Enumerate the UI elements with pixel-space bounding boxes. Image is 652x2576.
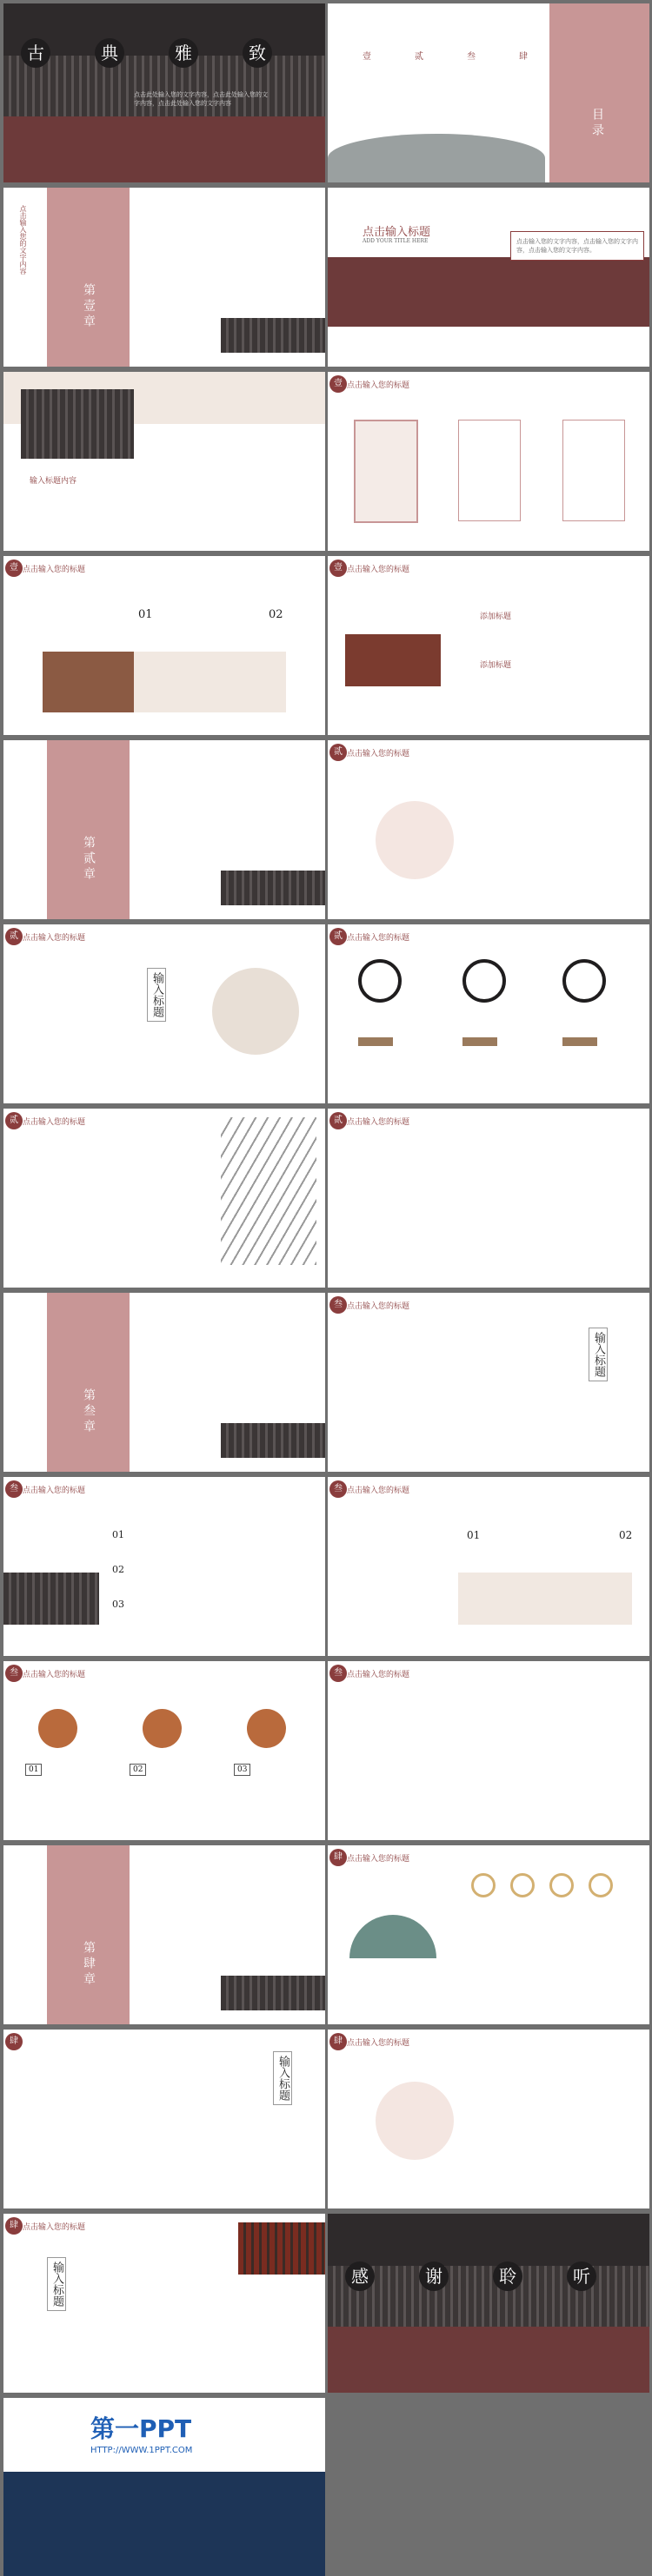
badge-three: 叁: [329, 1296, 347, 1314]
cover-char-1: 古: [21, 38, 50, 68]
photo-circle-1: [38, 1709, 77, 1748]
title-slide[interactable]: [328, 188, 649, 367]
content-slide-10[interactable]: [328, 1293, 649, 1472]
section-title: 点击输入您的标题: [347, 1855, 410, 1864]
num-02: 02: [269, 608, 283, 621]
badge-one: 壹: [329, 375, 347, 393]
content-slide-13[interactable]: [3, 1661, 325, 1840]
eaves: [221, 1423, 325, 1458]
gold-ring-1: [471, 1873, 496, 1897]
chapter1-desc: 点击输入您的文字内容: [19, 205, 27, 275]
section-title: 点击输入您的标题: [23, 566, 86, 574]
section-title: 点击输入您的标题: [347, 2039, 410, 2048]
thanks-char-1: 感: [345, 2261, 375, 2291]
content-slide-12[interactable]: [328, 1477, 649, 1656]
title-body: 点击输入您的文字内容，点击输入您的文字内容，点击输入您的文字内容。: [510, 231, 644, 261]
chapter4-slide[interactable]: [3, 1845, 325, 2024]
footer-logo: 第一PPT: [90, 2414, 192, 2443]
content-slide-4[interactable]: [328, 556, 649, 735]
red-eaves: [238, 2222, 325, 2275]
title-text: 点击输入标题: [363, 226, 431, 239]
add-title-1: 添加标题: [480, 613, 512, 621]
badge-one: 壹: [5, 560, 23, 577]
tag-3: [562, 1037, 597, 1046]
card-3: [562, 420, 625, 521]
palace-image: [345, 634, 441, 686]
content-slide-6[interactable]: [3, 924, 325, 1103]
palace-photo: [43, 652, 134, 712]
ink-ring-3: [562, 959, 606, 1003]
photo-circle-3: [247, 1709, 286, 1748]
chapter2-number: 第贰章: [82, 836, 96, 883]
footer-url[interactable]: HTTP://WWW.1PPT.COM: [90, 2446, 193, 2455]
badge-three: 叁: [5, 1665, 23, 1682]
section-title: 点击输入您的标题: [347, 934, 410, 943]
tag-2: [462, 1037, 497, 1046]
beige-box: [134, 652, 286, 712]
cover-char-4: 致: [243, 38, 272, 68]
lotus-flower: [212, 968, 299, 1055]
section-title: 点击输入您的标题: [347, 566, 410, 574]
input-vertical-title: 输入标题: [147, 968, 166, 1022]
chapter2-slide[interactable]: [3, 740, 325, 919]
content-slide-15[interactable]: [328, 1845, 649, 2024]
badge-four: 肆: [5, 2033, 23, 2050]
floral-circle: [376, 2082, 454, 2160]
content-slide-16[interactable]: [3, 2030, 325, 2208]
cover-subtitle: 点击此处输入您的文字内容，点击此处输入您的文字内容，点击此处输入您的文字内容: [134, 91, 268, 107]
badge-one: 壹: [329, 560, 347, 577]
roof-tiles: [328, 2266, 649, 2327]
content-slide-3[interactable]: [3, 556, 325, 735]
badge-three: 叁: [329, 1665, 347, 1682]
add-title-2: 添加标题: [480, 661, 512, 670]
badge-three: 叁: [5, 1480, 23, 1498]
toc-item-2: 贰: [415, 52, 423, 62]
content-slide-11[interactable]: [3, 1477, 325, 1656]
photo-circle-2: [143, 1709, 182, 1748]
chapter1-number: 第壹章: [82, 283, 96, 330]
footer-info-band: [3, 2472, 325, 2576]
bamboo-ink: [221, 1117, 316, 1265]
chapter-pink-panel: [47, 1845, 130, 2024]
thanks-slide[interactable]: [328, 2214, 649, 2393]
chapter3-number: 第叁章: [82, 1388, 96, 1435]
cover-char-3: 雅: [169, 38, 198, 68]
num-01: 01: [25, 1764, 42, 1776]
eaves: [221, 1976, 325, 2010]
card-1: [354, 420, 418, 523]
content-slide-14[interactable]: [328, 1661, 649, 1840]
lotus-circle: [376, 801, 454, 879]
input-title: 输入标题内容: [30, 477, 77, 486]
tag-1: [358, 1037, 393, 1046]
num-01: 01: [138, 608, 153, 621]
content-slide-8[interactable]: [3, 1109, 325, 1288]
content-slide-1[interactable]: [3, 372, 325, 551]
mountain-ink: [328, 134, 545, 182]
eaves: [221, 871, 325, 905]
section-title: 点击输入您的标题: [347, 381, 410, 390]
num-02: 02: [112, 1564, 124, 1575]
input-vertical-title: 输入标题: [273, 2051, 292, 2105]
gold-ring-4: [589, 1873, 613, 1897]
toc-slide[interactable]: [328, 3, 649, 182]
chapter1-slide[interactable]: [3, 188, 325, 367]
content-slide-9[interactable]: [328, 1109, 649, 1288]
section-title: 点击输入您的标题: [347, 1671, 410, 1679]
badge-two: 贰: [329, 1112, 347, 1129]
eaves: [3, 1573, 99, 1625]
ink-ring-1: [358, 959, 402, 1003]
badge-two: 贰: [5, 1112, 23, 1129]
chapter3-slide[interactable]: [3, 1293, 325, 1472]
chapter-pink-panel: [47, 1293, 130, 1472]
section-title: 点击输入您的标题: [23, 2223, 86, 2232]
cover-char-2: 典: [95, 38, 124, 68]
badge-four: 肆: [329, 2033, 347, 2050]
section-title: 点击输入您的标题: [23, 1671, 86, 1679]
title-sub: ADD YOUR TITLE HERE: [363, 238, 429, 244]
num-03: 03: [234, 1764, 250, 1776]
badge-four: 肆: [329, 1849, 347, 1866]
section-title: 点击输入您的标题: [23, 1487, 86, 1495]
num-03: 03: [112, 1599, 124, 1610]
chapter-pink-panel: [47, 188, 130, 367]
input-vertical-title: 输入标题: [47, 2257, 66, 2311]
section-title: 点击输入您的标题: [347, 750, 410, 758]
badge-three: 叁: [329, 1480, 347, 1498]
section-title: 点击输入您的标题: [23, 934, 86, 943]
content-slide-2[interactable]: [328, 372, 649, 551]
beige-box: [458, 1573, 632, 1625]
content-slide-18[interactable]: [3, 2214, 325, 2393]
thanks-char-3: 聆: [493, 2261, 522, 2291]
folding-fan: [349, 1915, 436, 1958]
chapter-pink-panel: [47, 740, 130, 919]
num-02: 02: [619, 1529, 633, 1541]
toc-item-3: 叁: [467, 52, 476, 62]
toc-item-1: 壹: [363, 52, 371, 62]
toc-label: 目录: [590, 108, 604, 139]
content-slide-5[interactable]: [328, 740, 649, 919]
badge-two: 贰: [329, 744, 347, 761]
ink-ring-2: [462, 959, 506, 1003]
section-title: 点击输入您的标题: [23, 1118, 86, 1127]
red-wall: [3, 116, 325, 182]
cover-slide[interactable]: [3, 3, 325, 182]
num-01: 01: [112, 1529, 124, 1540]
badge-two: 贰: [329, 928, 347, 945]
card-2: [458, 420, 521, 521]
roof-photo: [21, 389, 134, 459]
num-01: 01: [467, 1529, 481, 1541]
eaves: [221, 318, 325, 353]
toc-item-4: 肆: [519, 52, 528, 62]
wood-band: [328, 257, 649, 327]
badge-four: 肆: [5, 2217, 23, 2235]
thanks-char-4: 听: [567, 2261, 596, 2291]
toc-pink-panel: [549, 3, 649, 182]
section-title: 点击输入您的标题: [347, 1118, 410, 1127]
gold-ring-3: [549, 1873, 574, 1897]
red-wall: [328, 2327, 649, 2393]
gold-ring-2: [510, 1873, 535, 1897]
chapter4-number: 第肆章: [82, 1941, 96, 1988]
input-vertical-title: 输入标题: [589, 1328, 608, 1381]
section-title: 点击输入您的标题: [347, 1302, 410, 1311]
num-02: 02: [130, 1764, 146, 1776]
content-slide-7[interactable]: [328, 924, 649, 1103]
footer-ad[interactable]: [3, 2398, 325, 2576]
badge-two: 贰: [5, 928, 23, 945]
thanks-char-2: 谢: [419, 2261, 449, 2291]
content-slide-17[interactable]: [328, 2030, 649, 2208]
section-title: 点击输入您的标题: [347, 1487, 410, 1495]
